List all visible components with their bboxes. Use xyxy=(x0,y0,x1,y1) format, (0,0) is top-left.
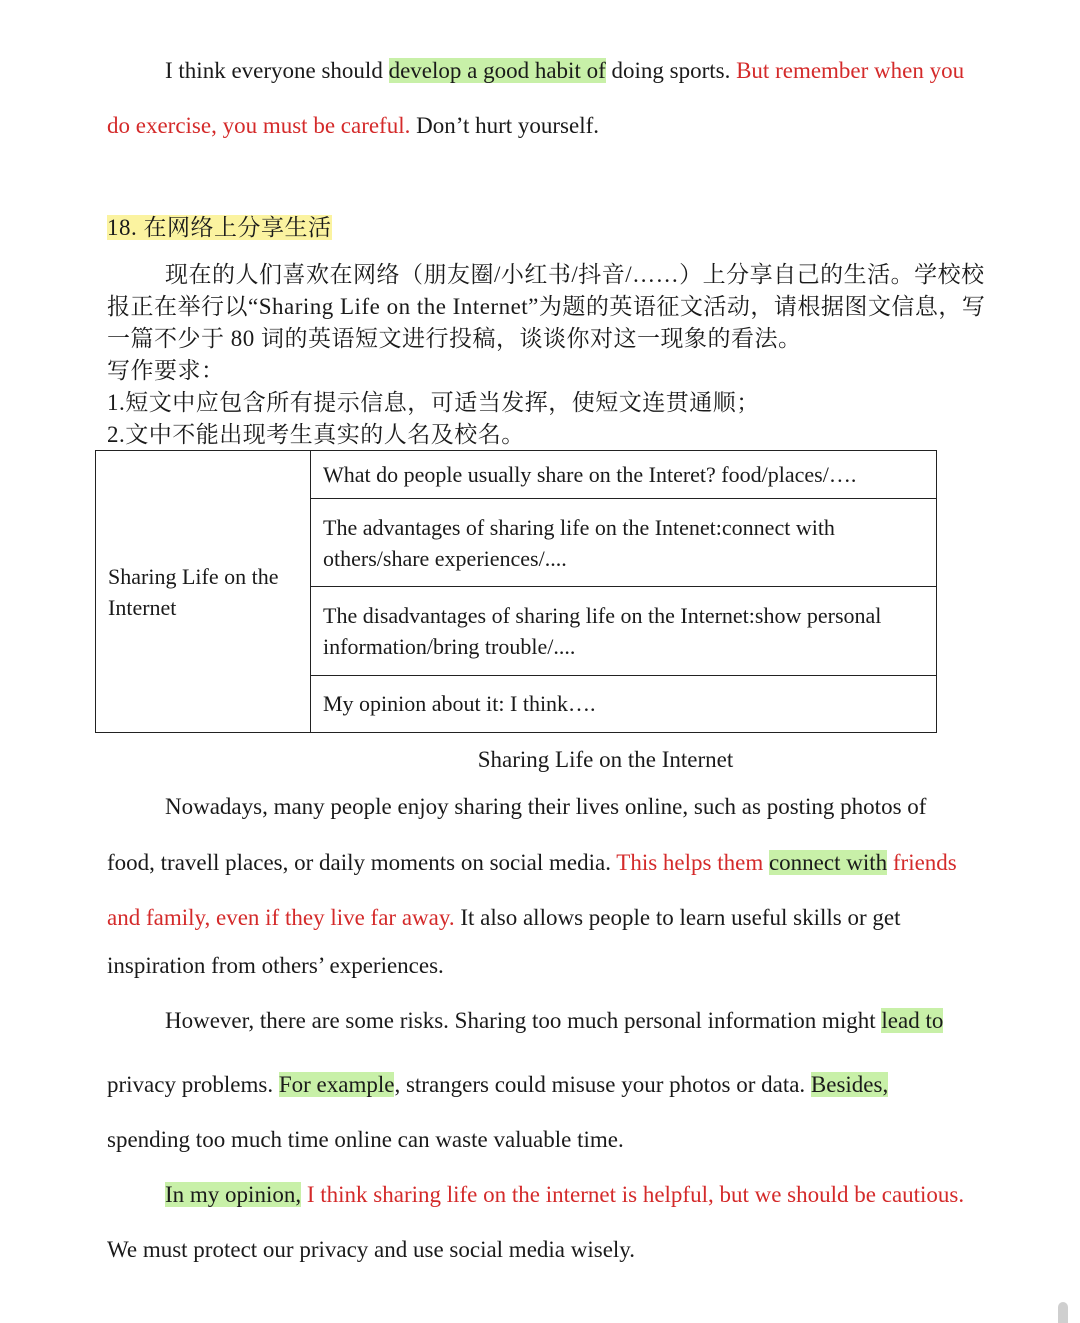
highlight-phrase: In my opinion, xyxy=(165,1182,302,1207)
table-row-advantages: The advantages of sharing life on the Intenet:connect with others/share experiences/.... xyxy=(311,498,937,587)
task-heading xyxy=(107,213,332,243)
requirements-title: 写作要求： xyxy=(107,358,225,383)
scrollbar-thumb[interactable] xyxy=(1058,1302,1068,1323)
requirement-1: 1.短文中应包含所有提示信息，可适当发挥，使短文连贯通顺； xyxy=(107,390,760,415)
requirement-2: 2.文中不能出现考生真实的人名及校名。 xyxy=(107,422,525,447)
task-heading-text: 18. 在网络上分享生活 xyxy=(107,215,332,240)
essay-text: It also allows people to learn useful skills or get xyxy=(454,905,901,930)
essay-p2-line-1 xyxy=(165,1006,943,1036)
intro-text: Don’t hurt yourself. xyxy=(410,113,600,138)
intro-line-1 xyxy=(165,56,964,86)
essay-p1-line-4: inspiration from others’ experiences. xyxy=(107,953,444,978)
essay-p3-line-2: We must protect our privacy and use social media wisely. xyxy=(107,1237,636,1262)
highlight-phrase: For example xyxy=(278,1072,395,1097)
essay-text: However, there are some risks. Sharing too much personal information might xyxy=(165,1008,882,1033)
essay-title-text: Sharing Life on the Internet xyxy=(477,747,734,772)
table-row-disadvantages: The disadvantages of sharing life on the Internet:show personal information/bring trouble/.... xyxy=(311,587,937,676)
essay-text: food, travell places, or daily moments on social media. xyxy=(107,850,617,875)
essay-p3-line-1 xyxy=(165,1180,964,1210)
red-sentence: But remember when you xyxy=(736,58,965,83)
red-sentence: do exercise, you must be careful. xyxy=(107,113,411,138)
task-para-line-1: 现在的人们喜欢在网络（朋友圈/小红书/抖音/……）上分享自己的生活。学校校 xyxy=(165,262,985,287)
essay-p1-line-2 xyxy=(107,848,957,878)
red-sentence: I think sharing life on the internet is helpful, but we should be cautious. xyxy=(301,1182,965,1207)
essay-text: privacy problems. xyxy=(107,1072,279,1097)
table-topic-cell: Sharing Life on the Internet xyxy=(96,451,311,733)
highlight-phrase: lead to xyxy=(881,1008,944,1033)
table-row-opinion: My opinion about it: I think…. xyxy=(311,675,937,732)
task-para-line-3: 一篇不少于 80 词的英语短文进行投稿，谈谈你对这一现象的看法。 xyxy=(107,326,802,351)
intro-line-2 xyxy=(107,111,599,141)
essay-p2-line-3: spending too much time online can waste valuable time. xyxy=(107,1127,624,1152)
essay-p1-line-3 xyxy=(107,903,900,933)
essay-p1-line-1: Nowadays, many people enjoy sharing their lives online, such as posting photos of xyxy=(165,794,927,819)
highlight-phrase: develop a good habit of xyxy=(388,58,606,83)
essay-p2-line-2 xyxy=(107,1070,888,1100)
red-sentence: and family, even if they live far away. xyxy=(107,905,455,930)
red-sentence: This helps them xyxy=(616,850,769,875)
intro-text: doing sports. xyxy=(605,58,737,83)
task-para-line-2: 报正在举行以“Sharing Life on the Internet”为题的英语征文活动，请根据图文信息，写 xyxy=(107,294,986,319)
essay-title xyxy=(0,745,1080,775)
prompt-table xyxy=(95,450,937,733)
essay-text: , strangers could misuse your photos or data. xyxy=(394,1072,811,1097)
highlight-phrase: Besides, xyxy=(810,1072,889,1097)
highlight-phrase: connect with xyxy=(768,850,888,875)
red-sentence: friends xyxy=(887,850,957,875)
table-row-share: What do people usually share on the Interet? food/places/…. xyxy=(311,451,937,499)
intro-text: I think everyone should xyxy=(165,58,389,83)
